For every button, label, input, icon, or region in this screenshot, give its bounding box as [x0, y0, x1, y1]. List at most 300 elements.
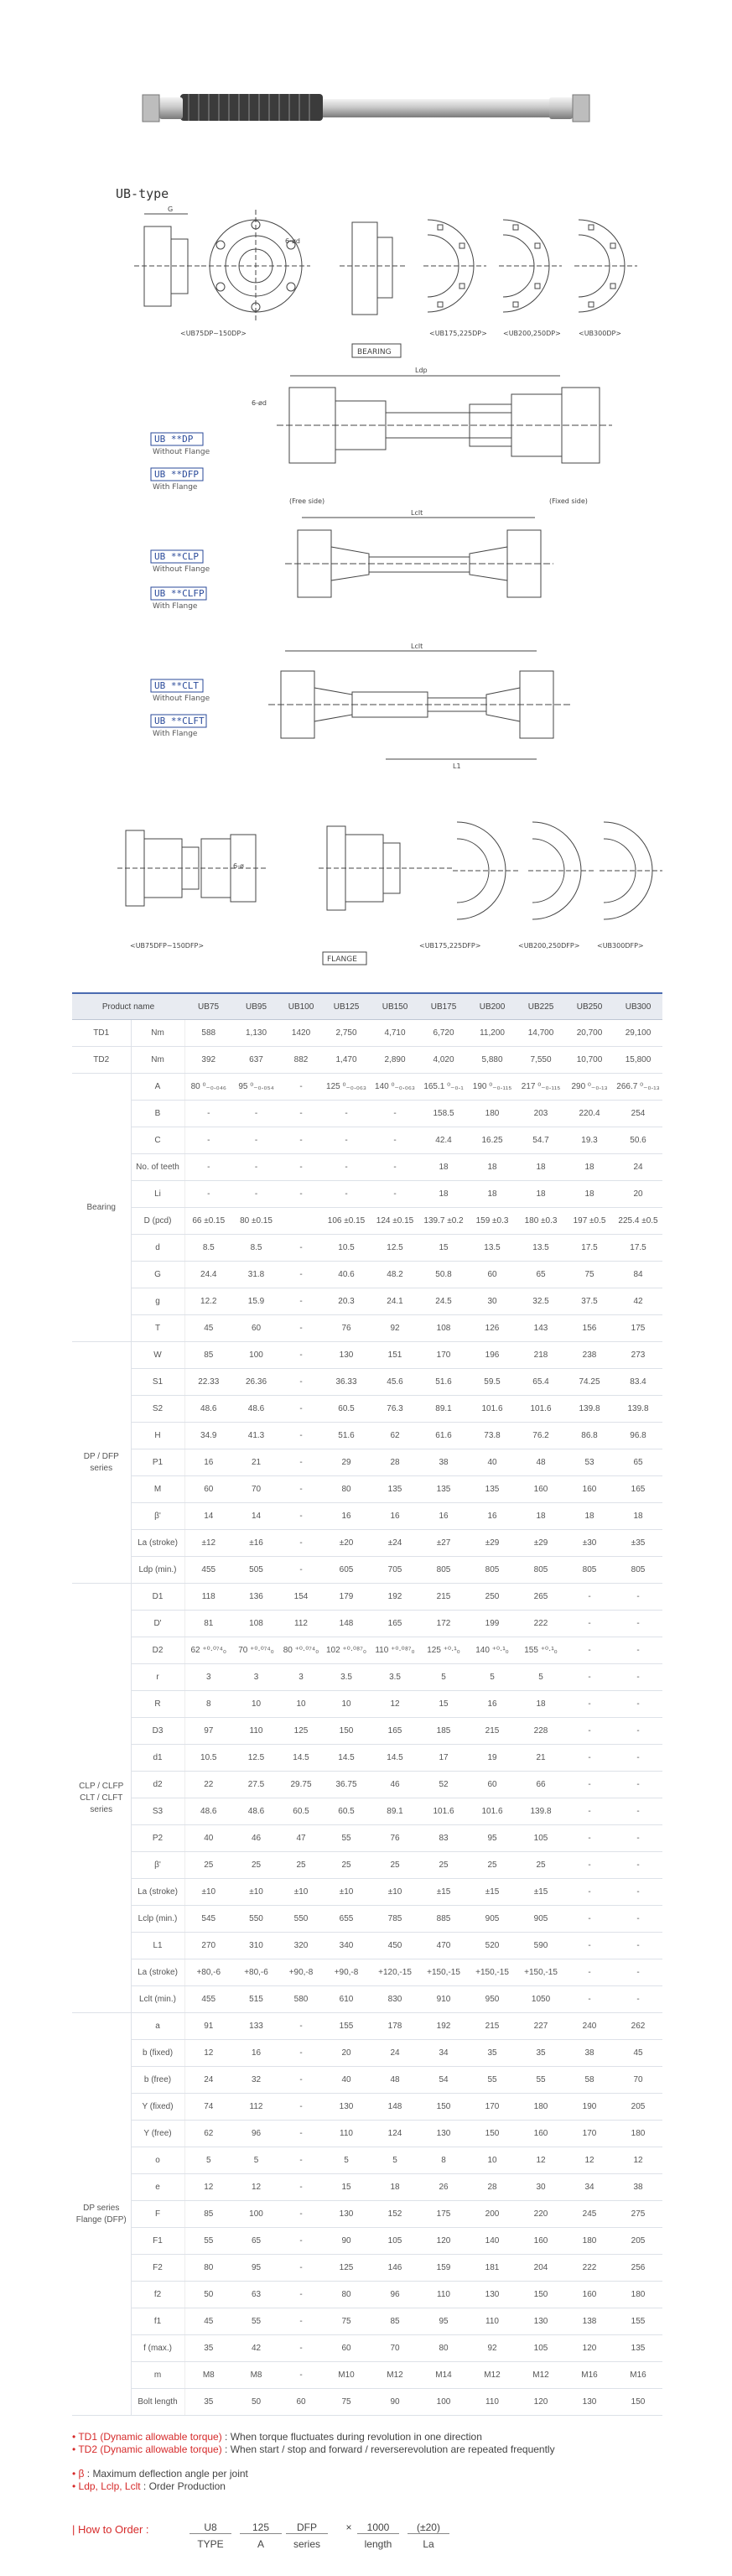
- table-cell: 126: [468, 1315, 517, 1342]
- type-desc-2: With Flange: [153, 483, 198, 492]
- table-row: [72, 1584, 662, 1611]
- table-cell: ±10: [322, 1879, 371, 1906]
- order-part-label: A: [257, 2538, 264, 2550]
- view-flange-1: <UB75DFP~150DFP>: [130, 942, 205, 950]
- table-cell: 170: [565, 2121, 614, 2147]
- table-cell: 150: [419, 2094, 468, 2121]
- table-cell: 15,800: [614, 1047, 662, 1074]
- table-cell: 80 ⁺⁰·⁰⁷⁴₀: [280, 1637, 322, 1664]
- type-code-5: UB **CLT: [154, 680, 199, 691]
- note-term: • Ldp, Lclp, Lclt: [72, 2480, 141, 2492]
- table-cell: 165: [371, 1718, 419, 1745]
- table-row: [72, 2228, 662, 2255]
- table-cell: 8: [184, 1691, 232, 1718]
- table-cell: ±10: [184, 1879, 232, 1906]
- table-cell: 882: [280, 1047, 322, 1074]
- bearing-label: BEARING: [357, 348, 392, 356]
- table-cell: ±16: [232, 1530, 280, 1557]
- table-row: [72, 2147, 662, 2174]
- table-cell: 245: [565, 2201, 614, 2228]
- table-cell: 20.3: [322, 1288, 371, 1315]
- table-cell: -: [280, 2121, 322, 2147]
- table-cell: 70: [371, 2335, 419, 2362]
- table-cell: 199: [468, 1611, 517, 1637]
- table-cell: 160: [565, 2282, 614, 2308]
- table-cell: ±27: [419, 1530, 468, 1557]
- row-symbol: R: [131, 1691, 184, 1718]
- how-to-order: [72, 2516, 659, 2567]
- table-cell: +150,-15: [419, 1959, 468, 1986]
- table-cell: 112: [232, 2094, 280, 2121]
- table-cell: 100: [232, 2201, 280, 2228]
- table-cell: 179: [322, 1584, 371, 1611]
- table-cell: 54: [419, 2067, 468, 2094]
- table-cell: 18: [565, 1154, 614, 1181]
- row-symbol: Lclp (min.): [131, 1906, 184, 1933]
- table-cell: -: [280, 2174, 322, 2201]
- table-cell: 90: [371, 2389, 419, 2416]
- table-cell: 130: [322, 2094, 371, 2121]
- table-cell: 48.6: [184, 1396, 232, 1423]
- table-cell: 105: [517, 2335, 565, 2362]
- table-cell: 36.33: [322, 1369, 371, 1396]
- row-symbol: a: [131, 2013, 184, 2040]
- table-cell: 18: [371, 2174, 419, 2201]
- table-cell: 75: [322, 2308, 371, 2335]
- view-bearing-1: <UB75DP~150DP>: [180, 330, 247, 337]
- table-cell: 340: [322, 1933, 371, 1959]
- table-cell: -: [565, 1825, 614, 1852]
- table-cell: 18: [517, 1181, 565, 1208]
- table-row: [72, 1772, 662, 1798]
- table-cell: 30: [517, 2174, 565, 2201]
- table-cell: 83.4: [614, 1369, 662, 1396]
- table-cell: -: [280, 2094, 322, 2121]
- row-symbol: D': [131, 1611, 184, 1637]
- table-cell: 48.6: [232, 1798, 280, 1825]
- table-cell: 51.6: [322, 1423, 371, 1449]
- table-cell: 215: [468, 2013, 517, 2040]
- table-cell: -: [280, 1127, 322, 1154]
- table-cell: 155 ⁺⁰·¹₀: [517, 1637, 565, 1664]
- bearing-view-200: [499, 220, 562, 312]
- table-cell: -: [614, 1637, 662, 1664]
- header-product-name: Product name: [72, 993, 184, 1020]
- table-cell: 320: [280, 1933, 322, 1959]
- table-cell: 590: [517, 1933, 565, 1959]
- table-cell: M8: [232, 2362, 280, 2389]
- table-cell: 910: [419, 1986, 468, 2013]
- table-cell: 14: [232, 1503, 280, 1530]
- table-cell: 89.1: [419, 1396, 468, 1423]
- table-cell: 135: [468, 1476, 517, 1503]
- table-cell: 190 ⁰₋₀.₁₁₅: [468, 1074, 517, 1101]
- row-symbol: Y (fixed): [131, 2094, 184, 2121]
- table-cell: 17.5: [614, 1235, 662, 1262]
- table-cell: M12: [517, 2362, 565, 2389]
- table-cell: 61.6: [419, 1423, 468, 1449]
- table-cell: 5: [468, 1664, 517, 1691]
- type-desc-1: Without Flange: [153, 448, 210, 456]
- table-row: [72, 2308, 662, 2335]
- table-cell: 905: [468, 1906, 517, 1933]
- table-cell: 110: [419, 2282, 468, 2308]
- table-cell: 32.5: [517, 1288, 565, 1315]
- row-symbol: r: [131, 1664, 184, 1691]
- table-row: [72, 1235, 662, 1262]
- table-cell: -: [565, 1798, 614, 1825]
- table-cell: 156: [565, 1315, 614, 1342]
- table-cell: -: [280, 1449, 322, 1476]
- table-cell: 60: [468, 1262, 517, 1288]
- table-cell: -: [280, 1315, 322, 1342]
- row-symbol: b (free): [131, 2067, 184, 2094]
- header-col: UB250: [565, 993, 614, 1020]
- table-cell: -: [184, 1181, 232, 1208]
- table-cell: 5: [232, 2147, 280, 2174]
- table-cell: -: [614, 1798, 662, 1825]
- type-desc-4: With Flange: [153, 602, 198, 611]
- table-cell: 108: [232, 1611, 280, 1637]
- type-desc-3: Without Flange: [153, 565, 210, 574]
- table-cell: -: [280, 2228, 322, 2255]
- table-cell: 6,720: [419, 1020, 468, 1047]
- table-row: [72, 1637, 662, 1664]
- table-cell: 40: [184, 1825, 232, 1852]
- table-cell: 240: [565, 2013, 614, 2040]
- table-cell: 178: [371, 2013, 419, 2040]
- table-cell: 74.25: [565, 1369, 614, 1396]
- order-part-value: 1000: [357, 2521, 399, 2534]
- table-cell: 135: [371, 1476, 419, 1503]
- table-cell: 35: [517, 2040, 565, 2067]
- row-symbol: P2: [131, 1825, 184, 1852]
- dim-lclt-2: Lclt: [411, 643, 423, 650]
- table-cell: 190: [565, 2094, 614, 2121]
- table-cell: 85: [371, 2308, 419, 2335]
- table-cell: 139.8: [517, 1798, 565, 1825]
- table-cell: 8: [419, 2147, 468, 2174]
- table-cell: 135: [419, 1476, 468, 1503]
- table-cell: 165.1 ⁰₋₀.₁: [419, 1074, 468, 1101]
- row-symbol: f (max.): [131, 2335, 184, 2362]
- flange-side-view-1: [117, 830, 268, 906]
- order-part-value: U8: [189, 2521, 231, 2534]
- row-symbol: C: [131, 1127, 184, 1154]
- table-cell: 885: [419, 1906, 468, 1933]
- table-cell: 73.8: [468, 1423, 517, 1449]
- note-line: [72, 2443, 676, 2456]
- table-cell: 805: [517, 1557, 565, 1584]
- table-row: [72, 1369, 662, 1396]
- table-cell: 16: [419, 1503, 468, 1530]
- table-row: [72, 1047, 662, 1074]
- table-cell: 172: [419, 1611, 468, 1637]
- table-cell: 62: [371, 1423, 419, 1449]
- table-cell: +80,-6: [232, 1959, 280, 1986]
- order-part-label: length: [364, 2538, 392, 2550]
- table-cell: 110: [468, 2308, 517, 2335]
- table-cell: 50: [184, 2282, 232, 2308]
- header-col: UB300: [614, 993, 662, 1020]
- row-symbol: H: [131, 1423, 184, 1449]
- table-cell: 42.4: [419, 1127, 468, 1154]
- table-cell: 150: [614, 2389, 662, 2416]
- table-cell: 238: [565, 1342, 614, 1369]
- table-cell: 545: [184, 1906, 232, 1933]
- table-cell: 1420: [280, 1020, 322, 1047]
- table-cell: 38: [614, 2174, 662, 2201]
- table-cell: +120,-15: [371, 1959, 419, 1986]
- table-cell: M8: [184, 2362, 232, 2389]
- product-photo: [143, 94, 589, 122]
- table-cell: +90,-8: [322, 1959, 371, 1986]
- table-cell: 26.36: [232, 1369, 280, 1396]
- table-cell: 130: [468, 2282, 517, 2308]
- table-row: [72, 1101, 662, 1127]
- table-cell: 46: [232, 1825, 280, 1852]
- table-cell: 180: [468, 1101, 517, 1127]
- table-cell: 65.4: [517, 1369, 565, 1396]
- table-cell: 160: [517, 2121, 565, 2147]
- table-cell: 21: [517, 1745, 565, 1772]
- table-cell: 215: [468, 1718, 517, 1745]
- table-cell: -: [565, 1852, 614, 1879]
- table-cell: 10: [322, 1691, 371, 1718]
- note-text: : When torque fluctuates during revolution in one direction: [221, 2431, 482, 2443]
- table-cell: 136: [232, 1584, 280, 1611]
- view-bearing-3: <UB200,250DP>: [503, 330, 561, 337]
- table-cell: -: [280, 2362, 322, 2389]
- table-cell: 110: [468, 2389, 517, 2416]
- table-cell: -: [565, 1986, 614, 2013]
- table-cell: 76.2: [517, 1423, 565, 1449]
- type-desc-6: With Flange: [153, 730, 198, 738]
- table-cell: 16: [468, 1503, 517, 1530]
- header-col: UB175: [419, 993, 468, 1020]
- view-flange-4: <UB300DFP>: [597, 942, 644, 950]
- table-cell: 95 ⁰₋₀.₀₅₄: [232, 1074, 280, 1101]
- table-cell: 51.6: [419, 1369, 468, 1396]
- table-row: [72, 1959, 662, 1986]
- table-cell: -: [565, 1879, 614, 1906]
- table-cell: 140 ⁰₋₀.₀₆₃: [371, 1074, 419, 1101]
- table-row: [72, 1852, 662, 1879]
- table-row: [72, 2094, 662, 2121]
- row-symbol: D2: [131, 1637, 184, 1664]
- clt-assembly: [268, 651, 570, 759]
- table-cell: 95: [468, 1825, 517, 1852]
- table-cell: 227: [517, 2013, 565, 2040]
- table-cell: 21: [232, 1449, 280, 1476]
- table-cell: 45: [614, 2040, 662, 2067]
- table-cell: 59.5: [468, 1369, 517, 1396]
- table-row: [72, 2255, 662, 2282]
- table-cell: 118: [184, 1584, 232, 1611]
- row-symbol: B: [131, 1101, 184, 1127]
- table-cell: 42: [232, 2335, 280, 2362]
- table-row: [72, 2201, 662, 2228]
- table-cell: 1050: [517, 1986, 565, 2013]
- table-row: [72, 1691, 662, 1718]
- table-cell: 31.8: [232, 1262, 280, 1288]
- row-symbol: S3: [131, 1798, 184, 1825]
- table-cell: -: [280, 1530, 322, 1557]
- table-row: [72, 2362, 662, 2389]
- table-cell: 130: [517, 2308, 565, 2335]
- table-cell: 3: [280, 1664, 322, 1691]
- table-cell: 24: [371, 2040, 419, 2067]
- row-symbol: S1: [131, 1369, 184, 1396]
- table-cell: -: [280, 2040, 322, 2067]
- table-cell: 185: [419, 1718, 468, 1745]
- row-symbol: Li: [131, 1181, 184, 1208]
- table-cell: 35: [468, 2040, 517, 2067]
- table-cell: 8.5: [184, 1235, 232, 1262]
- order-part-label: series: [293, 2538, 320, 2550]
- table-cell: -: [565, 1745, 614, 1772]
- table-cell: 60: [322, 2335, 371, 2362]
- table-cell: 10.5: [184, 1745, 232, 1772]
- table-cell: 138: [565, 2308, 614, 2335]
- table-cell: 18: [565, 1181, 614, 1208]
- table-cell: 97: [184, 1718, 232, 1745]
- table-cell: 16: [371, 1503, 419, 1530]
- table-cell: 55: [517, 2067, 565, 2094]
- dim-holes-dp: 6-ød: [252, 399, 267, 407]
- table-cell: 130: [322, 1342, 371, 1369]
- table-row: [72, 1986, 662, 2013]
- table-cell: -: [280, 1101, 322, 1127]
- table-cell: 12: [184, 2040, 232, 2067]
- table-cell: -: [614, 1718, 662, 1745]
- table-cell: 25: [280, 1852, 322, 1879]
- dim-holes-flange: 6-ø: [233, 862, 244, 870]
- table-cell: 24.5: [419, 1288, 468, 1315]
- table-row: [72, 1476, 662, 1503]
- table-cell: 610: [322, 1986, 371, 2013]
- table-cell: -: [280, 1557, 322, 1584]
- table-cell: 75: [322, 2389, 371, 2416]
- table-cell: 204: [517, 2255, 565, 2282]
- header-col: UB225: [517, 993, 565, 1020]
- note-text: : Maximum deflection angle per joint: [84, 2468, 248, 2480]
- table-cell: -: [280, 1181, 322, 1208]
- table-cell: 60: [468, 1772, 517, 1798]
- table-cell: 180: [614, 2282, 662, 2308]
- table-cell: 270: [184, 1933, 232, 1959]
- table-cell: 66: [517, 1772, 565, 1798]
- table-cell: 192: [371, 1584, 419, 1611]
- table-cell: 100: [232, 1342, 280, 1369]
- table-cell: 705: [371, 1557, 419, 1584]
- table-cell: -: [614, 1852, 662, 1879]
- table-cell: -: [371, 1127, 419, 1154]
- table-cell: 102 ⁺⁰·⁰⁸⁷₀: [322, 1637, 371, 1664]
- table-cell: 90: [322, 2228, 371, 2255]
- table-cell: 15.9: [232, 1288, 280, 1315]
- table-cell: -: [565, 1611, 614, 1637]
- table-cell: 120: [517, 2389, 565, 2416]
- row-symbol: f1: [131, 2308, 184, 2335]
- view-bearing-2: <UB175,225DP>: [429, 330, 487, 337]
- table-cell: 60: [184, 1476, 232, 1503]
- table-cell: -: [614, 1772, 662, 1798]
- table-cell: 130: [565, 2389, 614, 2416]
- table-cell: 101.6: [468, 1798, 517, 1825]
- table-row: [72, 1020, 662, 1047]
- row-symbol: W: [131, 1342, 184, 1369]
- row-group-label: DP series Flange (DFP): [72, 2013, 131, 2416]
- table-cell: -: [565, 1718, 614, 1745]
- table-cell: -: [614, 1986, 662, 2013]
- table-cell: 14.5: [322, 1745, 371, 1772]
- table-row: [72, 2067, 662, 2094]
- header-col: UB100: [280, 993, 322, 1020]
- row-symbol: β': [131, 1852, 184, 1879]
- type-code-4: UB **CLFP: [154, 588, 205, 599]
- table-cell: 805: [565, 1557, 614, 1584]
- table-cell: 12.5: [232, 1745, 280, 1772]
- note-term: • TD2 (Dynamic allowable torque): [72, 2443, 222, 2455]
- row-symbol: D3: [131, 1718, 184, 1745]
- table-cell: 124: [371, 2121, 419, 2147]
- table-cell: 150: [322, 1718, 371, 1745]
- type-code-1: UB **DP: [154, 434, 194, 445]
- table-cell: -: [371, 1154, 419, 1181]
- table-cell: 950: [468, 1986, 517, 2013]
- table-cell: 12: [614, 2147, 662, 2174]
- table-cell: -: [280, 1423, 322, 1449]
- table-cell: +80,-6: [184, 1959, 232, 1986]
- table-cell: 25: [419, 1852, 468, 1879]
- table-cell: 12.5: [371, 1235, 419, 1262]
- table-cell: 392: [184, 1047, 232, 1074]
- row-symbol: La (stroke): [131, 1530, 184, 1557]
- table-cell: 124 ±0.15: [371, 1208, 419, 1235]
- table-cell: 55: [322, 1825, 371, 1852]
- table-cell: 38: [419, 1449, 468, 1476]
- table-cell: 70: [614, 2067, 662, 2094]
- table-cell: 22: [184, 1772, 232, 1798]
- header-col: UB95: [232, 993, 280, 1020]
- free-side: (Free side): [289, 497, 325, 505]
- table-cell: 86.8: [565, 1423, 614, 1449]
- table-cell: 29.75: [280, 1772, 322, 1798]
- table-cell: 165: [371, 1611, 419, 1637]
- table-cell: +90,-8: [280, 1959, 322, 1986]
- header-col: UB150: [371, 993, 419, 1020]
- table-cell: -: [322, 1127, 371, 1154]
- table-cell: -: [565, 1933, 614, 1959]
- table-cell: -: [322, 1154, 371, 1181]
- table-cell: 605: [322, 1557, 371, 1584]
- table-cell: 196: [468, 1342, 517, 1369]
- header-col: UB200: [468, 993, 517, 1020]
- table-cell: 50: [232, 2389, 280, 2416]
- row-symbol: No. of teeth: [131, 1154, 184, 1181]
- row-symbol: Bolt length: [131, 2389, 184, 2416]
- table-cell: 12.2: [184, 1288, 232, 1315]
- table-row: [72, 1933, 662, 1959]
- table-cell: ±29: [517, 1530, 565, 1557]
- table-cell: 20: [614, 1181, 662, 1208]
- table-cell: 85: [184, 1342, 232, 1369]
- table-row: [72, 1127, 662, 1154]
- table-cell: 25: [184, 1852, 232, 1879]
- table-cell: 65: [517, 1262, 565, 1288]
- table-row: [72, 1396, 662, 1423]
